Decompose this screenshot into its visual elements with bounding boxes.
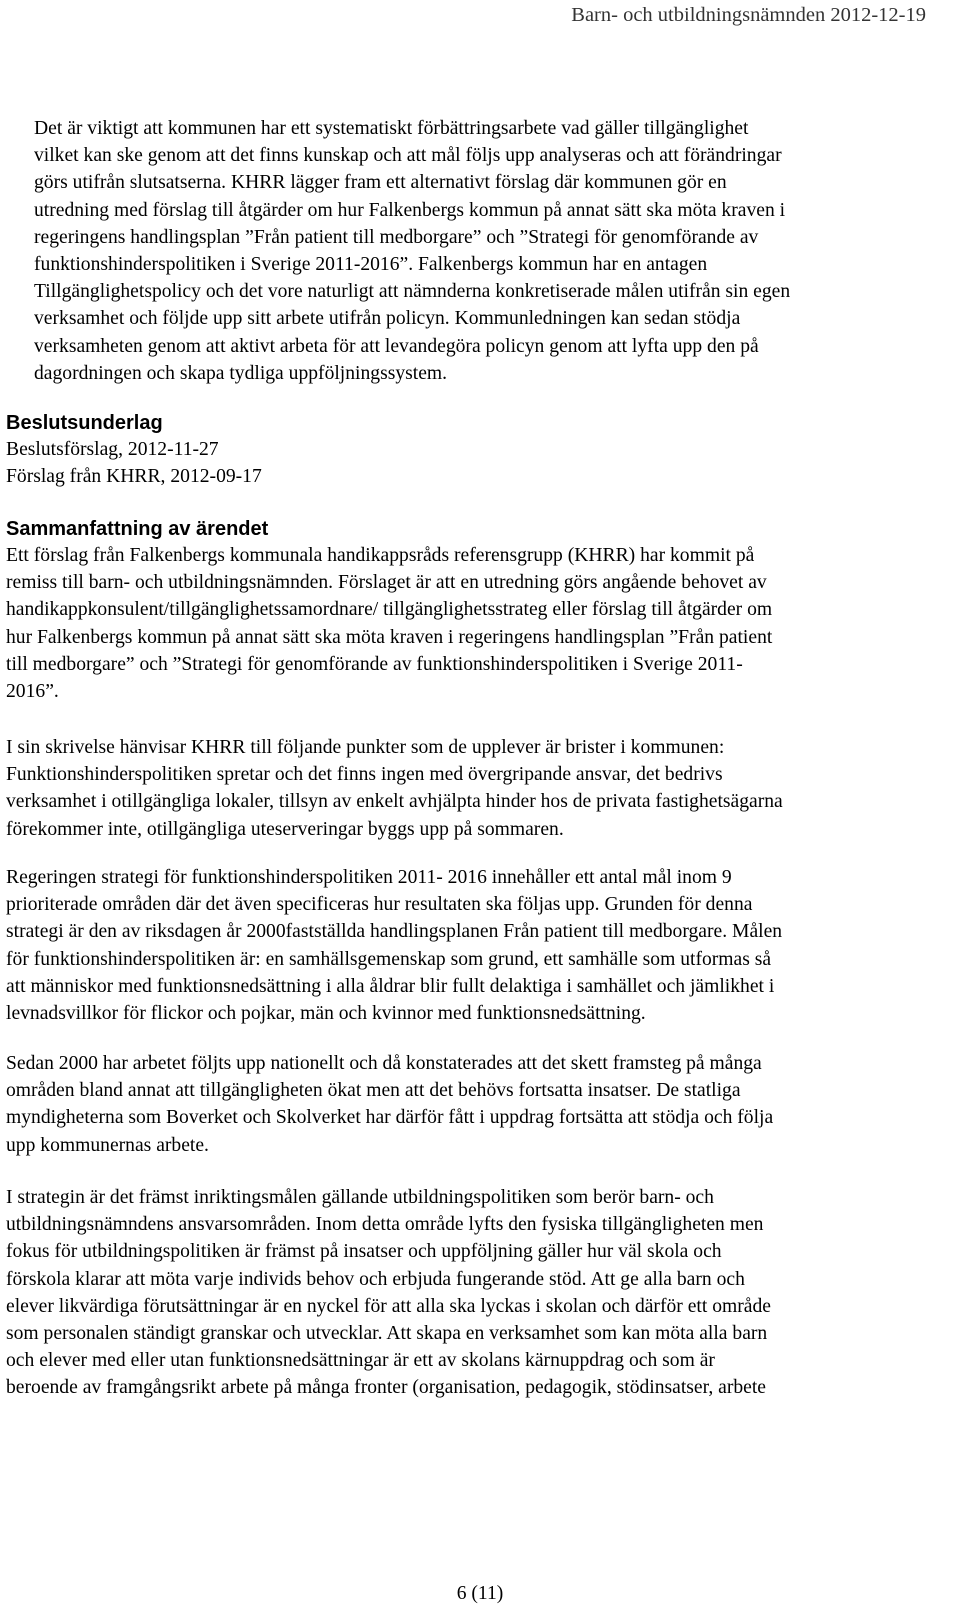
text-line: förskola klarar att möta varje individs behov och erbjuda fungerande stöd. Att ge alla barn och bbox=[6, 1268, 745, 1290]
beslutsunderlag-section bbox=[6, 410, 936, 490]
text-line: beroende av framgångsrikt arbete på många fronter (organisation, pedagogik, stödinsatser, arbete bbox=[6, 1377, 767, 1399]
text-line: som personalen ständigt granskar och utvecklar. Att skapa en verksamhet som kan möta alla barn bbox=[6, 1323, 768, 1345]
text-line: strategi är den av riksdagen år 2000fastställda handlingsplanen Från patient till medborgare. Målen bbox=[6, 921, 783, 943]
beslutsunderlag-list bbox=[6, 436, 936, 490]
text-line: verksamhet och följde upp sitt arbete utifrån policyn. Kommunledningen kan sedan stödja bbox=[34, 308, 741, 330]
text-line: Tillgänglighetspolicy och det vore naturligt att nämnderna konkretiserade målen utifrån sin egen bbox=[34, 281, 791, 303]
text-line: remiss till barn- och utbildningsnämnden. Förslaget är att en utredning görs angående behovet av bbox=[6, 572, 767, 594]
paragraph bbox=[6, 1050, 936, 1159]
text-line: utbildningsnämndens ansvarsområden. Inom detta område lyfts den fysiska tillgängligheten men bbox=[6, 1214, 764, 1236]
paragraph-inriktningsmal bbox=[6, 1184, 936, 1402]
text-line: Ett förslag från Falkenbergs kommunala handikappsråds referensgrupp (KHRR) har kommit på bbox=[6, 545, 755, 566]
list-item: Beslutsförslag, 2012-11-27 bbox=[6, 439, 219, 460]
sammanfattning-heading: Sammanfattning av ärendet bbox=[6, 518, 269, 540]
text-line: regeringens handlingsplan ”Från patient till medborgare” och ”Strategi för genomförande av bbox=[34, 226, 759, 248]
text-line: till medborgare” och ”Strategi för genomförande av funktionshinderspolitiken i Sverige 2011- bbox=[6, 653, 743, 675]
text-line: att människor med funktionsnedsättning i alla åldrar blir fullt delaktiga i samhället och jämlikhet i bbox=[6, 975, 775, 997]
paragraph bbox=[6, 542, 936, 705]
text-line: upp kommunernas arbete. bbox=[6, 1134, 209, 1156]
paragraph-brister bbox=[6, 734, 936, 843]
text-line: hur Falkenbergs kommun på annat sätt ska möta kraven i regeringens handlingsplan ”Från patient bbox=[6, 626, 773, 648]
paragraph bbox=[6, 1184, 936, 1402]
text-line: elever likvärdiga förutsättningar är en nyckel för att alla ska lyckas i skolan och därför ett område bbox=[6, 1295, 771, 1317]
intro-text bbox=[34, 115, 934, 387]
text-line: 2016”. bbox=[6, 681, 59, 703]
text-line: Det är viktigt att kommunen har ett systematiskt förbättringsarbete vad gäller tillgänglighet bbox=[34, 118, 749, 139]
text-line: fokus för utbildningspolitiken är främst på insatser och uppföljning gäller hur väl skola och bbox=[6, 1241, 722, 1263]
text-line: verksamhet i otillgängliga lokaler, tillsyn av enkelt avhjälpta hinder hos de privata fastighetsägarna bbox=[6, 791, 783, 813]
paragraph-strategi bbox=[6, 864, 936, 1027]
paragraph bbox=[6, 864, 936, 1027]
text-line: utredning med förslag till åtgärder om hur Falkenbergs kommun på annat sätt ska möta kraven i bbox=[34, 199, 786, 221]
sammanfattning-section bbox=[6, 516, 936, 705]
text-line: och elever med eller utan funktionsnedsättningar är ett av skolans kärnuppdrag och som är bbox=[6, 1350, 715, 1372]
text-line: funktionshinderspolitiken i Sverige 2011-2016”. Falkenbergs kommun har en antagen bbox=[34, 254, 708, 276]
text-line: handikappkonsulent/tillgänglighetssamordnare/ tillgänglighetsstrateg eller förslag till åtgärder om bbox=[6, 599, 773, 621]
text-line: levnadsvillkor för flickor och pojkar, män och kvinnor med funktionsnedsättning. bbox=[6, 1003, 646, 1025]
document-header: Barn- och utbildningsnämnden 2012-12-19 bbox=[571, 4, 926, 26]
text-line: områden bland annat att tillgängligheten ökat men att det behövs fortsatta insatser. De statliga bbox=[6, 1080, 741, 1102]
text-line: för funktionshinderspolitiken är: en samhällsgemenskap som grund, ett samhälle som utformas så bbox=[6, 948, 772, 970]
text-line: förekommer inte, otillgängliga uteserveringar byggs upp på sommaren. bbox=[6, 818, 564, 840]
text-line: Funktionshinderspolitiken spretar och det finns ingen med övergripande ansvar, det bedrivs bbox=[6, 764, 723, 786]
page-number: 6 (11) bbox=[456, 1583, 504, 1604]
text-line: I sin skrivelse hänvisar KHRR till följande punkter som de upplever är brister i kommunen: bbox=[6, 737, 725, 758]
list-item: Förslag från KHRR, 2012-09-17 bbox=[6, 466, 262, 488]
paragraph-uppfoljning bbox=[6, 1050, 936, 1159]
text-line: dagordningen och skapa tydliga uppföljningssystem. bbox=[34, 362, 448, 384]
text-line: I strategin är det främst inriktingsmålen gällande utbildningspolitiken som berör barn- och bbox=[6, 1187, 714, 1208]
text-line: Regeringen strategi för funktionshinderspolitiken 2011- 2016 innehåller ett antal mål inom 9 bbox=[6, 867, 732, 888]
text-line: Sedan 2000 har arbetet följts upp nationellt och då konstaterades att det skett framsteg på många bbox=[6, 1053, 762, 1074]
text-line: myndigheterna som Boverket och Skolverket har därför fått i uppdrag fortsätta att stödja och följa bbox=[6, 1107, 774, 1129]
text-line: görs utifrån slutsatserna. KHRR lägger fram ett alternativt förslag där kommunen gör en bbox=[34, 172, 727, 194]
text-line: verksamheten genom att aktivt arbeta för att levandegöra policyn genom att lyfta upp den på bbox=[34, 335, 759, 357]
intro-paragraph bbox=[34, 115, 934, 387]
beslutsunderlag-heading: Beslutsunderlag bbox=[6, 412, 163, 434]
text-line: vilket kan ske genom att det finns kunskap och att mål följs upp analyseras och att förändringar bbox=[34, 145, 782, 167]
text-line: prioriterade områden där det även specificeras hur resultaten ska följas upp. Grunden för denna bbox=[6, 894, 753, 916]
paragraph bbox=[6, 734, 936, 843]
